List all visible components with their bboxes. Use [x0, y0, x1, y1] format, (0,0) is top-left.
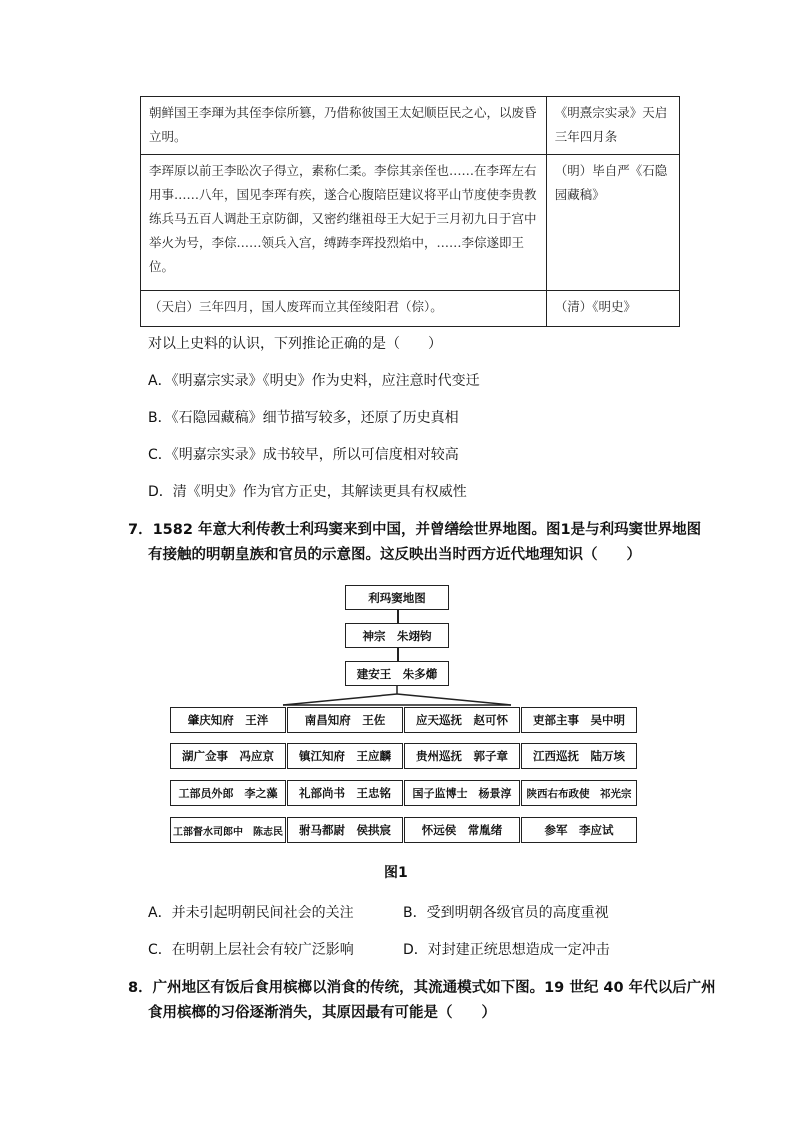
table-cell-source: （清）《明史》	[546, 291, 679, 327]
q8-stem-line2: 食用槟榔的习俗逐渐消失，其原因最有可能是（ ）	[148, 1005, 496, 1021]
table-cell-source: （明）毕自严《石隐园藏稿》	[546, 155, 679, 291]
diagram-official-box: 南昌知府 王佐	[287, 707, 403, 733]
table-cell-text: （天启）三年四月，国人废珲而立其侄绫阳君（倧）。	[141, 291, 547, 327]
table-cell-text: 李珲原以前王李昖次子得立，素称仁柔。李倧其亲侄也……在李珲左右用事……八年，国见李珲有疾，遂合心腹陪臣建议将平山节度使李贵教练兵马五百人调赴王京防御，又密约继祖母王大妃于三月初九日于宫中举火为号，李倧……领兵入宫，缚踌李珲投烈焰中，……李倧遂即王位。	[141, 155, 547, 291]
q6-option-b[interactable]: B．《石隐园藏稿》细节描写较多，还原了历史真相	[148, 410, 459, 426]
diagram-official-box: 怀远侯 常胤绪	[404, 817, 520, 843]
diagram-official-box: 工部督水司郎中 陈志民	[170, 817, 286, 843]
diagram-official-box: 礼部尚书 王忠铭	[287, 780, 403, 806]
table-cell-source: 《明熹宗实录》天启三年四月条	[546, 97, 679, 155]
table-cell-text: 朝鲜国王李琿为其侄李倧所篡，乃借称彼国王太妃顺臣民之心，以废昏立明。	[141, 97, 547, 155]
diagram-official-box: 贵州巡抚 郭子章	[404, 743, 520, 769]
q6-option-c[interactable]: C．《明嘉宗实录》成书较早，所以可信度相对较高	[148, 447, 459, 463]
diagram-official-box: 工部员外郎 李之藻	[170, 780, 286, 806]
figure-caption: 图1	[384, 865, 408, 881]
q7-option-a[interactable]: A．并未引起明朝民间社会的关注	[148, 905, 354, 921]
diagram-official-box: 江西巡抚 陆万垓	[521, 743, 637, 769]
q6-option-d[interactable]: D．清《明史》作为官方正史，其解读更具有权威性	[148, 484, 467, 500]
q7-option-d[interactable]: D．对封建正统思想造成一定冲击	[403, 942, 610, 958]
diagram-official-box: 应天巡抚 赵可怀	[404, 707, 520, 733]
q8-stem-line1: 8．广州地区有饭后食用槟榔以消食的传统，其流通模式如下图。19 世纪 40 年代以后广州	[128, 980, 716, 996]
diagram-official-box: 陕西右布政使 祁光宗	[521, 780, 637, 806]
diagram-official-box: 肇庆知府 王泮	[170, 707, 286, 733]
diagram-official-box: 参军 李应试	[521, 817, 637, 843]
diagram-official-box: 国子监博士 杨景淳	[404, 780, 520, 806]
diagram-root-box: 利玛窦地图	[345, 585, 449, 610]
diagram-emperor-box: 神宗 朱翊钧	[345, 623, 449, 648]
diagram-official-box: 镇江知府 王应麟	[287, 743, 403, 769]
q7-option-b[interactable]: B．受到明朝各级官员的高度重视	[403, 905, 609, 921]
q6-option-a[interactable]: A．《明嘉宗实录》《明史》作为史料，应注意时代变迁	[148, 373, 480, 389]
q7-stem-line1: 7．1582 年意大利传教士利玛窦来到中国，并曾缮绘世界地图。图1是与利玛窦世界地图	[128, 522, 702, 538]
q7-option-c[interactable]: C．在明朝上层社会有较广泛影响	[148, 942, 354, 958]
diagram-official-box: 湖广佥事 冯应京	[170, 743, 286, 769]
q7-stem-line2: 有接触的明朝皇族和官员的示意图。这反映出当时西方近代地理知识（ ）	[148, 547, 641, 563]
diagram-prince-box: 建安王 朱多㸅	[345, 661, 449, 686]
diagram-official-box: 驸马都尉 侯拱宸	[287, 817, 403, 843]
q6-stem: 对以上史料的认识，下列推论正确的是（ ）	[148, 336, 442, 352]
diagram-official-box: 吏部主事 吴中明	[521, 707, 637, 733]
